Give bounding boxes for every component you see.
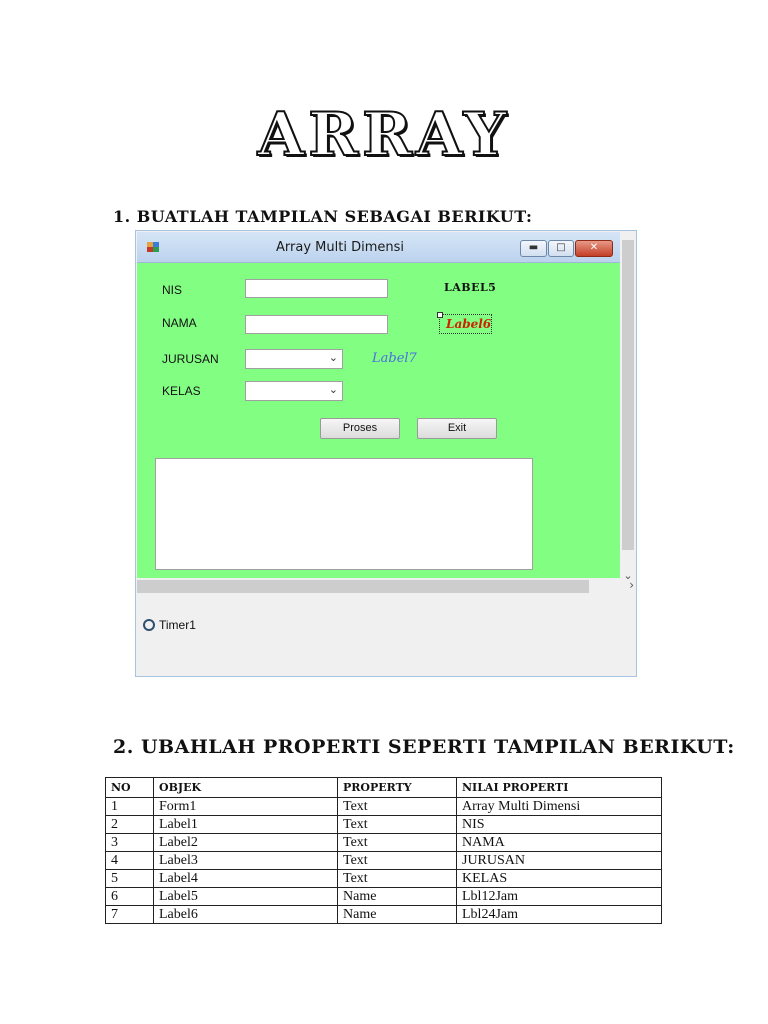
cell-no: 6 <box>106 888 154 906</box>
scroll-thumb[interactable] <box>622 240 634 550</box>
cell-nilai: KELAS <box>457 870 662 888</box>
chevron-right-icon[interactable]: › <box>629 578 634 592</box>
output-textbox[interactable] <box>155 458 533 570</box>
table-row <box>106 834 662 852</box>
nama-input[interactable] <box>245 315 388 334</box>
table-row <box>106 816 662 834</box>
chevron-down-icon: ⌄ <box>328 351 338 364</box>
cell-objek: Label3 <box>154 852 338 870</box>
cell-property: Text <box>338 834 457 852</box>
cell-no: 5 <box>106 870 154 888</box>
nis-input[interactable] <box>245 279 388 298</box>
chevron-down-icon: ⌄ <box>328 383 338 396</box>
label5-clock: LABEL5 <box>444 281 497 294</box>
table-header-row <box>106 778 662 798</box>
exit-button[interactable]: Exit <box>417 418 497 439</box>
cell-nilai: Lbl24Jam <box>457 906 662 924</box>
cell-property: Name <box>338 888 457 906</box>
vertical-scrollbar[interactable] <box>620 232 636 582</box>
cell-objek: Label6 <box>154 906 338 924</box>
table-row <box>106 852 662 870</box>
minimize-button[interactable] <box>520 240 547 257</box>
step-1-heading: 1. BUATLAH TAMPILAN SEBAGAI BERIKUT: <box>113 207 533 226</box>
maximize-button[interactable] <box>548 240 574 257</box>
header-no: NO <box>106 778 154 798</box>
cell-objek: Label5 <box>154 888 338 906</box>
cell-property: Text <box>338 816 457 834</box>
cell-nilai: Lbl12Jam <box>457 888 662 906</box>
cell-nilai: Array Multi Dimensi <box>457 798 662 816</box>
horizontal-scrollbar[interactable] <box>137 578 634 595</box>
maximize-icon: □ <box>556 242 566 253</box>
document-title: ARRAY <box>257 100 511 170</box>
cell-property: Text <box>338 798 457 816</box>
close-button[interactable] <box>575 240 613 257</box>
cell-objek: Label4 <box>154 870 338 888</box>
cell-no: 2 <box>106 816 154 834</box>
minimize-icon: ▬ <box>528 242 539 253</box>
properties-table <box>105 777 662 924</box>
cell-objek: Form1 <box>154 798 338 816</box>
cell-objek: Label2 <box>154 834 338 852</box>
scroll-thumb[interactable] <box>137 580 589 593</box>
cell-property: Text <box>338 870 457 888</box>
cell-no: 1 <box>106 798 154 816</box>
cell-no: 7 <box>106 906 154 924</box>
label-kelas: KELAS <box>162 384 201 398</box>
cell-property: Name <box>338 906 457 924</box>
close-icon: ✕ <box>589 242 599 253</box>
chevron-down-icon[interactable]: ⌄ <box>623 569 633 582</box>
cell-no: 4 <box>106 852 154 870</box>
cell-nilai: NAMA <box>457 834 662 852</box>
label6-selection[interactable] <box>439 314 492 334</box>
label-jurusan: JURUSAN <box>162 352 219 366</box>
window-title: Array Multi Dimensi <box>276 240 404 255</box>
table-row <box>106 870 662 888</box>
table-row <box>106 906 662 924</box>
cell-no: 3 <box>106 834 154 852</box>
label7: Label7 <box>372 351 417 366</box>
proses-button[interactable]: Proses <box>320 418 400 439</box>
jurusan-combobox[interactable] <box>245 349 343 369</box>
table-row <box>106 888 662 906</box>
label-nis: NIS <box>162 283 183 297</box>
step-2-heading: 2. UBAHLAH PROPERTI SEPERTI TAMPILAN BERIKUT: <box>113 736 735 758</box>
kelas-combobox[interactable] <box>245 381 343 401</box>
title-bar <box>137 232 620 263</box>
form-window <box>137 232 620 578</box>
cell-property: Text <box>338 852 457 870</box>
table-row <box>106 798 662 816</box>
component-tray-timer[interactable] <box>143 618 196 632</box>
cell-objek: Label1 <box>154 816 338 834</box>
label-nama: NAMA <box>162 316 197 330</box>
timer-label: Timer1 <box>159 618 196 632</box>
selection-handle[interactable] <box>437 312 443 318</box>
cell-nilai: JURUSAN <box>457 852 662 870</box>
header-objek: OBJEK <box>154 778 338 798</box>
header-property: PROPERTY <box>338 778 457 798</box>
label6-clock: Label6 <box>446 317 492 331</box>
timer-icon <box>143 619 155 631</box>
header-nilai-properti: NILAI PROPERTI <box>457 778 662 798</box>
cell-nilai: NIS <box>457 816 662 834</box>
